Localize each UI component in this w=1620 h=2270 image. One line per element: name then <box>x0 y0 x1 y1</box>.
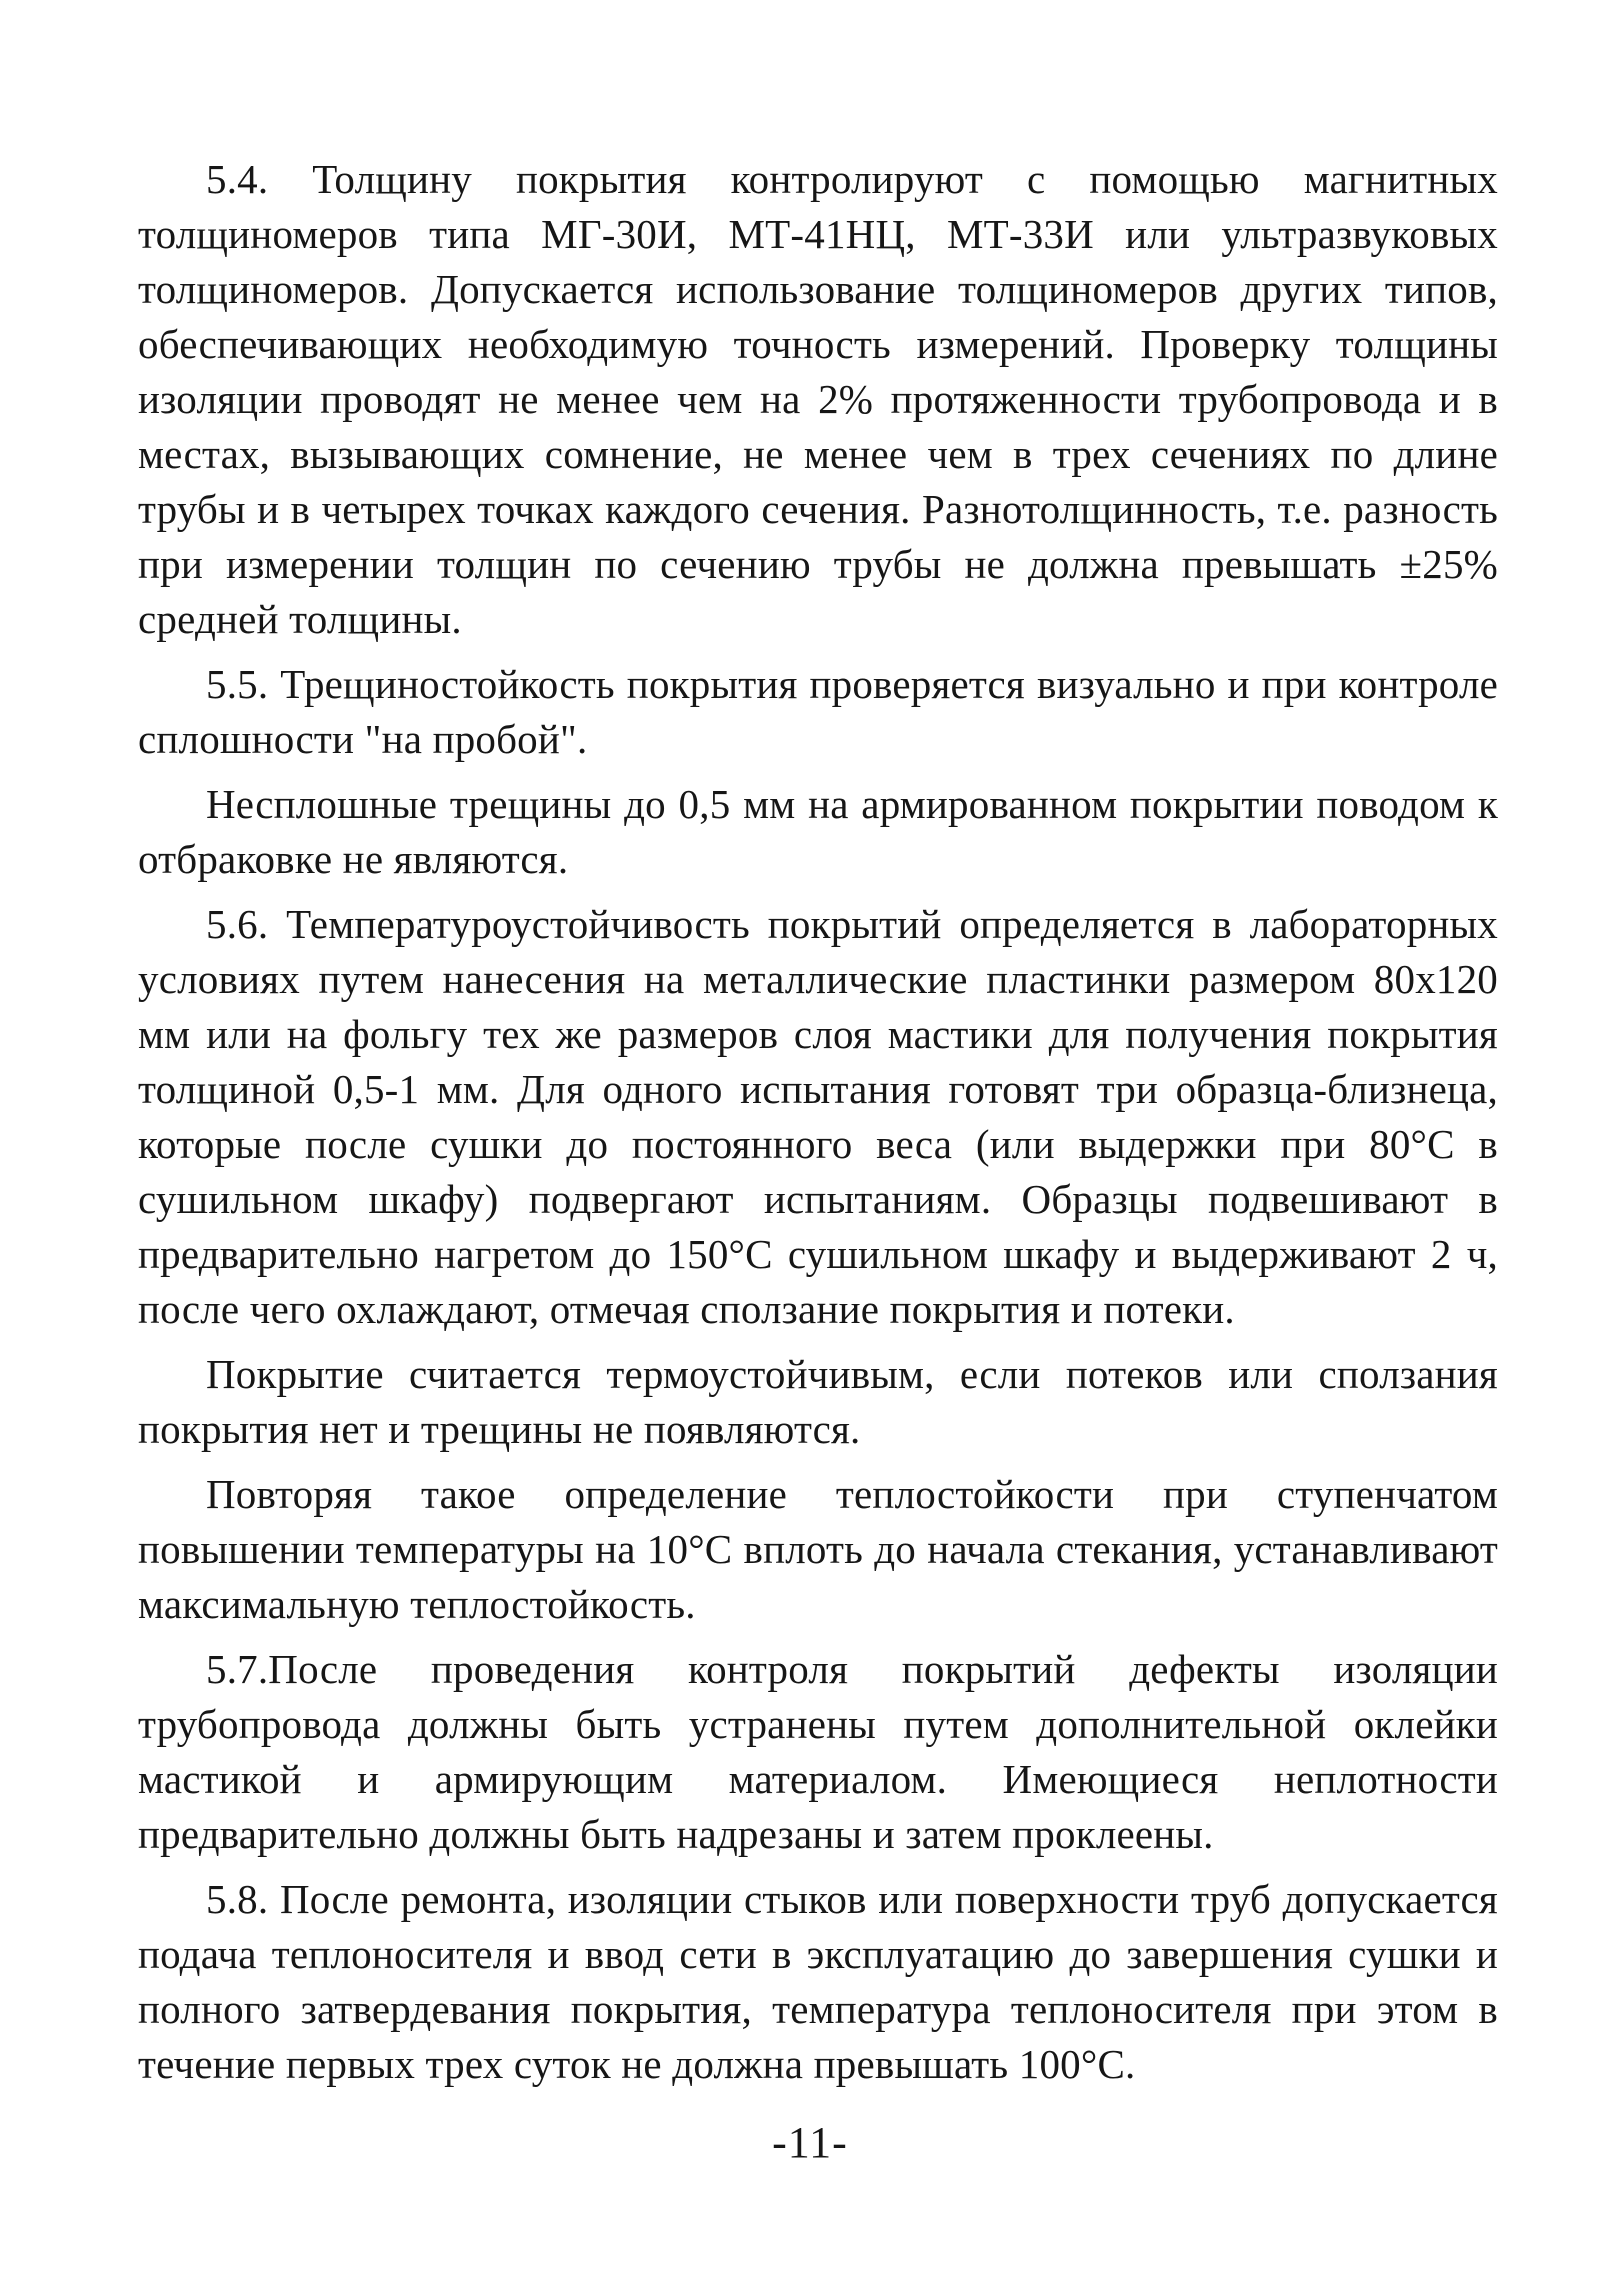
paragraph-5-5: 5.5. Трещиностойкость покрытия проверяется визуально и при контроле сплошности "на пробой". <box>138 661 1498 762</box>
page-number: -11- <box>772 2118 848 2167</box>
paragraph-5-7: 5.7.После проведения контроля покрытий дефекты изоляции трубопровода должны быть устранены путем дополнительной оклейки мастикой и армирующим материалом. Имеющиеся неплотности предварительно должны быть надрезаны и затем проклеены. <box>138 1646 1498 1857</box>
paragraph-5-6: 5.6. Температуроустойчивость покрытий определяется в лабораторных условиях путем нанесения на металлические пластинки размером 80х120 мм или на фольгу тех же размеров слоя мастики для получения покрытия толщиной 0,5-1 мм. Для одного испытания готовят три образца-близнеца, которые после сушки до постоянного веса (или выдержки при 80°С в сушильном шкафу) подвергают испытаниям. Образцы подвешивают в предварительно нагретом до 150°С сушильном шкафу и выдерживают 2 ч, после чего охлаждают, отмечая сползание покрытия и потеки. <box>138 901 1498 1332</box>
paragraph-heat-resistance: Повторяя такое определение теплостойкости при ступенчатом повышении температуры на 10°С вплоть до начала стекания, устанавливают максимальную теплостойкость. <box>138 1471 1498 1627</box>
paragraph-5-4: 5.4. Толщину покрытия контролируют с помощью магнитных толщиномеров типа МГ-30И, МТ-41НЦ, МТ-33И или ультразвуковых толщиномеров. Допускается использование толщиномеров других типов, обеспечивающих необходимую точность измерений. Проверку толщины изоляции проводят не менее чем на 2% протяженности трубопровода и в местах, вызывающих сомнение, не менее чем в трех сечениях по длине трубы и в четырех точках каждого сечения. Разнотолщинность, т.е. разность при измерении толщин по сечению трубы не должна превышать ±25% средней толщины. <box>138 156 1498 642</box>
paragraph-cracks: Несплошные трещины до 0,5 мм на армированном покрытии поводом к отбраковке не являются. <box>138 781 1498 882</box>
paragraph-thermal-stable: Покрытие считается термоустойчивым, если потеков или сползания покрытия нет и трещины не появляются. <box>138 1351 1498 1452</box>
paragraph-5-8: 5.8. После ремонта, изоляции стыков или поверхности труб допускается подача теплоносителя и ввод сети в эксплуатацию до завершения сушки и полного затвердевания покрытия, температура теплоносителя при этом в течение первых трех суток не должна превышать 100°С. <box>138 1876 1498 2087</box>
document-body <box>138 152 1498 2102</box>
